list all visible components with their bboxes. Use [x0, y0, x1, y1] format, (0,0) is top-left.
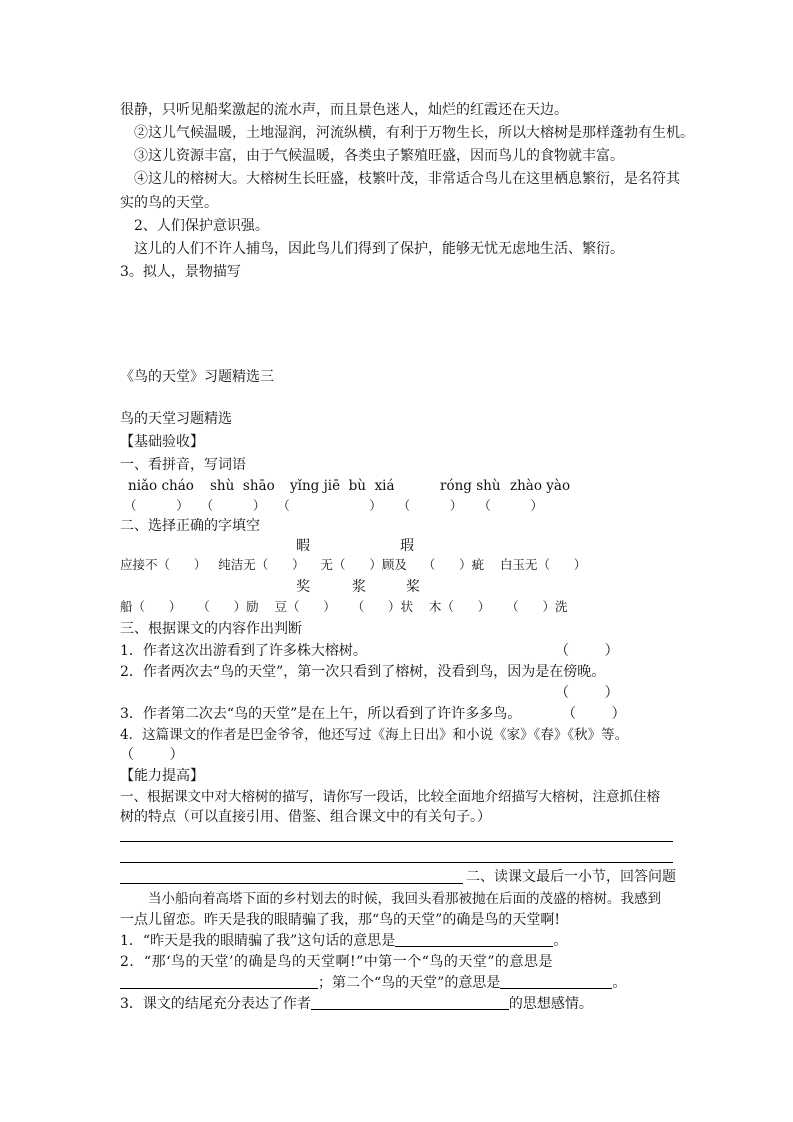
question-2-line2: [120, 974, 626, 992]
text-line: ③这儿资源丰富，由于气候温暖，各类虫子繁殖旺盛，因而鸟儿的食物就丰富。: [134, 148, 624, 164]
judge-blank-1[interactable]: （ ）: [555, 643, 619, 659]
text-line: ②这儿气候温暖，土地湿润，河流纵横，有利于万物生长，所以大榕树是那样蓬勃有生机。: [134, 125, 694, 141]
period: 。: [553, 933, 568, 949]
answer-line[interactable]: [311, 995, 509, 1010]
judge-blank-4[interactable]: （ ）: [120, 747, 184, 763]
text-line: 很静，只听见船桨激起的流水声，而且景色迷人，灿烂的红霞还在天边。: [120, 102, 568, 118]
option-char: 瑕: [400, 538, 414, 554]
judge-item-2: 2．作者两次去“鸟的天堂”，第一次只看到了榕树，没看到鸟，因为是在傍晚。: [120, 664, 606, 680]
judge-item-1: 1．作者这次出游看到了许多株大榕树。: [120, 643, 367, 659]
answer-blanks[interactable]: （ ） （ ） （ ） （ ） （ ）: [124, 498, 544, 513]
judge-blank-2[interactable]: （ ）: [555, 685, 619, 701]
judge-blank-3[interactable]: （ ）: [562, 706, 626, 722]
question-1-text: 1．“昨天是我的眼睛骗了我”这句话的意思是: [120, 933, 396, 949]
question-heading: 三、根据课文的内容作出判断: [120, 621, 302, 637]
sub-title: 鸟的天堂习题精选: [120, 411, 232, 427]
text-line: 一、根据课文中对大榕树的描写，请你写一段话，比较全面地介绍描写大榕树，注意抓住榕: [120, 789, 660, 805]
answer-line[interactable]: [120, 841, 673, 842]
fill-row-2[interactable]: 船（ ） （ ）励 豆（ ） （ ）状 木（ ） （ ）洗: [120, 599, 568, 614]
judge-item-4: 4．这篇课文的作者是巴金爷爷，他还写过《海上日出》和小说《家》《春》《秋》等。: [120, 727, 629, 743]
question-2-text-b: ；第二个“鸟的天堂”的意思是: [318, 975, 501, 991]
text-line: 一点儿留恋。昨天是我的眼睛骗了我，那“鸟的天堂”的确是鸟的天堂啊!: [120, 912, 560, 928]
doc-title: 《鸟的天堂》习题精选三: [120, 369, 274, 385]
question-heading: 一、看拼音，写词语: [120, 457, 246, 473]
question-3-text: 3．课文的结尾充分表达了作者: [120, 996, 311, 1012]
option-char: 浆: [352, 579, 366, 595]
pinyin-1: niǎo cháo: [128, 478, 194, 494]
question-heading: 二、读课文最后一小节，回答问题: [466, 869, 676, 885]
question-3: [120, 995, 593, 1013]
pinyin-5: zhào yào: [510, 478, 571, 494]
question-heading: 二、选择正确的字填空: [120, 518, 260, 534]
text-line: ④这儿的榕树大。大榕树生长旺盛，枝繁叶茂，非常适合鸟儿在这里栖息繁衍，是名符其: [134, 171, 680, 187]
question-2-text: 2．“那‘鸟的天堂’的确是鸟的天堂啊!”中第一个“鸟的天堂”的意思是: [120, 954, 554, 970]
option-char: 奖: [296, 579, 310, 595]
answer-line[interactable]: [500, 974, 612, 989]
answer-line[interactable]: [120, 862, 673, 863]
section-heading-ability: 【能力提高】: [120, 768, 204, 784]
text-line: 树的特点（可以直接引用、借鉴、组合课文中的有关句子。）: [120, 809, 491, 825]
question-1: [120, 932, 567, 950]
text-line: 3。拟人，景物描写: [120, 264, 241, 280]
text-line: 这儿的人们不许人捕鸟，因此鸟儿们得到了保护，能够无忧无虑地生活、繁衍。: [134, 241, 624, 257]
section-heading-basic: 【基础验收】: [120, 434, 204, 450]
question-2-line1: [120, 953, 673, 971]
answer-line[interactable]: [120, 974, 318, 989]
judge-item-3: 3．作者第二次去“鸟的天堂”是在上午，所以看到了许许多多鸟。: [120, 706, 522, 722]
answer-line[interactable]: [120, 883, 463, 884]
option-char: 桨: [406, 579, 420, 595]
answer-line[interactable]: [395, 932, 553, 947]
text-line: 实的鸟的天堂。: [120, 195, 218, 211]
fill-row-1[interactable]: 应接不（ ） 纯洁无（ ） 无（ ）顾及 （ ）疵 白玉无（ ）: [120, 557, 587, 572]
text-line: 当小船向着高塔下面的乡村划去的时候，我回头看那被抛在后面的茂盛的榕树。我感到: [148, 891, 661, 907]
pinyin-3: yǐng jiē bù xiá: [290, 478, 395, 494]
option-char: 暇: [296, 538, 310, 554]
question-3-end: 的思想感情。: [508, 996, 593, 1012]
pinyin-4: róng shù: [440, 478, 501, 494]
pinyin-2: shù shāo: [210, 478, 275, 494]
period: 。: [612, 975, 627, 991]
text-line: 2、人们保护意识强。: [134, 218, 269, 234]
